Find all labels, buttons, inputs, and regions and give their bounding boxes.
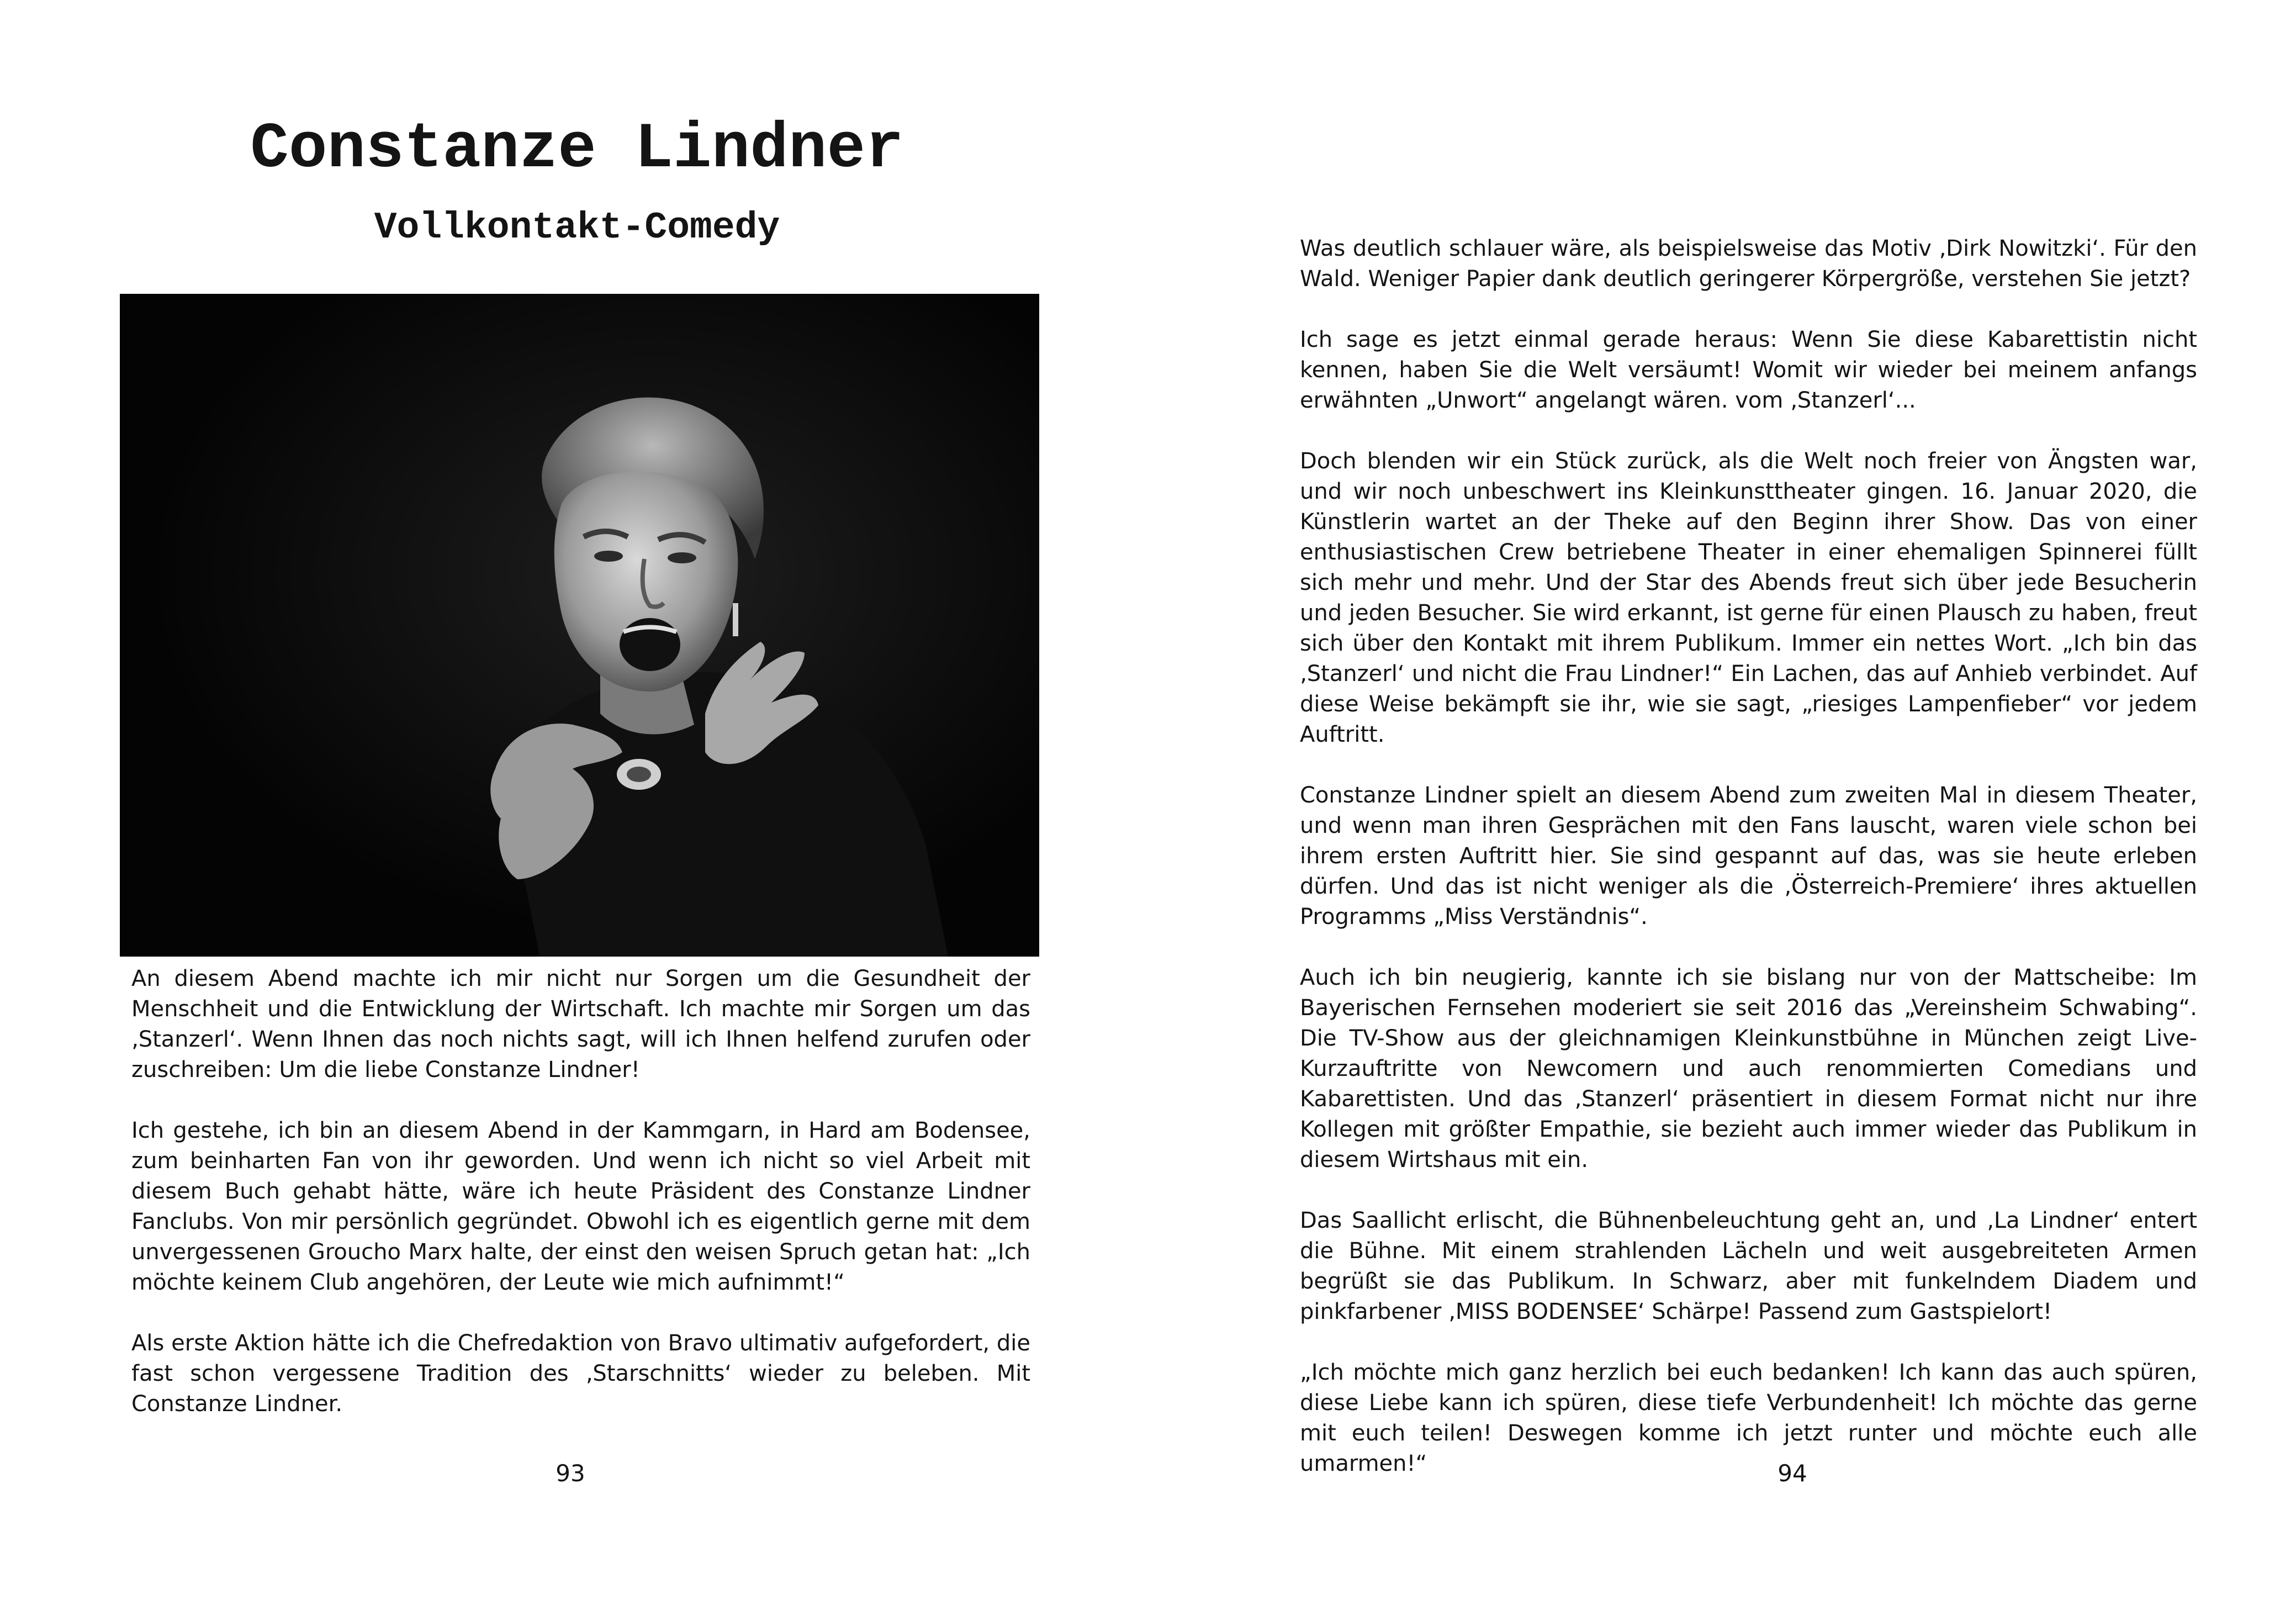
page-subtitle: Vollkontakt-Comedy bbox=[374, 207, 780, 249]
right-body-text bbox=[1300, 234, 2197, 1479]
paragraph: Das Saallicht erlischt, die Bühnenbeleuchtung geht an, und ‚La Lindner‘ entert die Bühne. Mit einem strahlenden Lächeln und weit ausgebreiteten Armen begrüßt sie das Publikum. In Schwarz, aber mit funkelndem Diadem und pinkfarbener ‚MISS BODENSEE‘ Schärpe! Passend zum Gastspielort! bbox=[1300, 1208, 2197, 1324]
paragraph: Ich sage es jetzt einmal gerade heraus: Wenn Sie diese Kabarettistin nicht kennen, haben Sie die Welt versäumt! Womit wir wieder bei meinem anfangs erwähnten „Unwort“ angelangt wären. vom ‚Stanzerl‘... bbox=[1300, 327, 2197, 413]
paragraph: Doch blenden wir ein Stück zurück, als die Welt noch freier von Ängsten war, und wir noch unbeschwert ins Kleinkunsttheater gingen. 16. Januar 2020, die Künstlerin wartet an der Theke auf den Beginn ihrer Show. Das von einer enthusiastischen Crew betriebene Theater in einer ehemaligen Spinnerei füllt sich mehr und mehr. Und der Star des Abends freut sich über jede Besucherin und jeden Besucher. Sie wird erkannt, ist gerne für einen Plausch zu haben, freut sich über den Kontakt mit ihrem Publikum. Immer ein nettes Wort. „Ich bin das ‚Stanzerl‘ und nicht die Frau Lindner!“ Ein Lachen, das auf Anhieb verbindet. Auf diese Weise bekämpft sie ihr, wie sie sagt, „riesiges Lampenfieber“ vor jedem Auftritt. bbox=[1300, 448, 2197, 747]
left-body-text bbox=[131, 964, 1030, 1419]
paragraph: „Ich möchte mich ganz herzlich bei euch bedanken! Ich kann das auch spüren, diese Liebe kann ich spüren, diese tiefe Verbundenheit! Ich möchte das gerne mit euch teilen! Deswegen komme ich jetzt runter und möchte euch alle umarmen!“ bbox=[1300, 1360, 2197, 1476]
paragraph: Als erste Aktion hätte ich die Chefredaktion von Bravo ultimativ aufgefordert, die fast schon vergessene Tradition des ‚Starschnitts‘ wieder zu beleben. Mit Constanze Lindner. bbox=[131, 1331, 1030, 1417]
paragraph: Was deutlich schlauer wäre, als beispielsweise das Motiv ‚Dirk Nowitzki‘. Für den Wald. Weniger Papier dank deutlich geringerer Körpergröße, verstehen Sie jetzt? bbox=[1300, 236, 2197, 292]
page-title: Constanze Lindner bbox=[250, 113, 904, 186]
paragraph: An diesem Abend machte ich mir nicht nur Sorgen um die Gesundheit der Menschheit und die Entwicklung der Wirtschaft. Ich machte mir Sorgen um das ‚Stanzerl‘. Wenn Ihnen das noch nichts sagt, will ich Ihnen helfend zurufen oder zuschreiben: Um die liebe Constanze Lindner! bbox=[131, 966, 1030, 1083]
performer-photo bbox=[120, 294, 1039, 957]
paragraph: Auch ich bin neugierig, kannte ich sie bislang nur von der Mattscheibe: Im Bayerischen Fernsehen moderiert sie seit 2016 das „Vereinsheim Schwabing“. Die TV-Show aus der gleichnamigen Kleinkunstbühne in München zeigt Live-Kurzauftritte von Newcomern und auch renommierten Comedians und Kabarettisten. Und das ‚Stanzerl‘ präsentiert in diesem Format nicht nur ihre Kollegen mit größter Empathie, sie bezieht auch immer wieder das Publikum in diesem Wirtshaus mit ein. bbox=[1300, 965, 2197, 1173]
paragraph: Constanze Lindner spielt an diesem Abend zum zweiten Mal in diesem Theater, und wenn man ihren Gesprächen mit den Fans lauscht, waren viele schon bei ihrem ersten Auftritt hier. Sie sind gespannt auf das, was sie heute erleben dürfen. Und das ist nicht weniger als die ‚Österreich-Premiere‘ ihres aktuellen Programms „Miss Verständnis“. bbox=[1300, 783, 2197, 930]
page-number: 93 bbox=[556, 1460, 585, 1487]
paragraph: Ich gestehe, ich bin an diesem Abend in der Kammgarn, in Hard am Bodensee, zum beinharten Fan von ihr geworden. Und wenn ich nicht so viel Arbeit mit diesem Buch gehabt hätte, wäre ich heute Präsident des Constanze Lindner Fanclubs. Von mir persönlich gegründet. Obwohl ich es eigentlich gerne mit dem unvergessenen Groucho Marx halte, der einst den weisen Spruch getan hat: „Ich möchte keinem Club angehören, der Leute wie mich aufnimmt!“ bbox=[131, 1118, 1030, 1295]
page-number: 94 bbox=[1777, 1460, 1807, 1487]
right-page bbox=[1148, 0, 2296, 1605]
